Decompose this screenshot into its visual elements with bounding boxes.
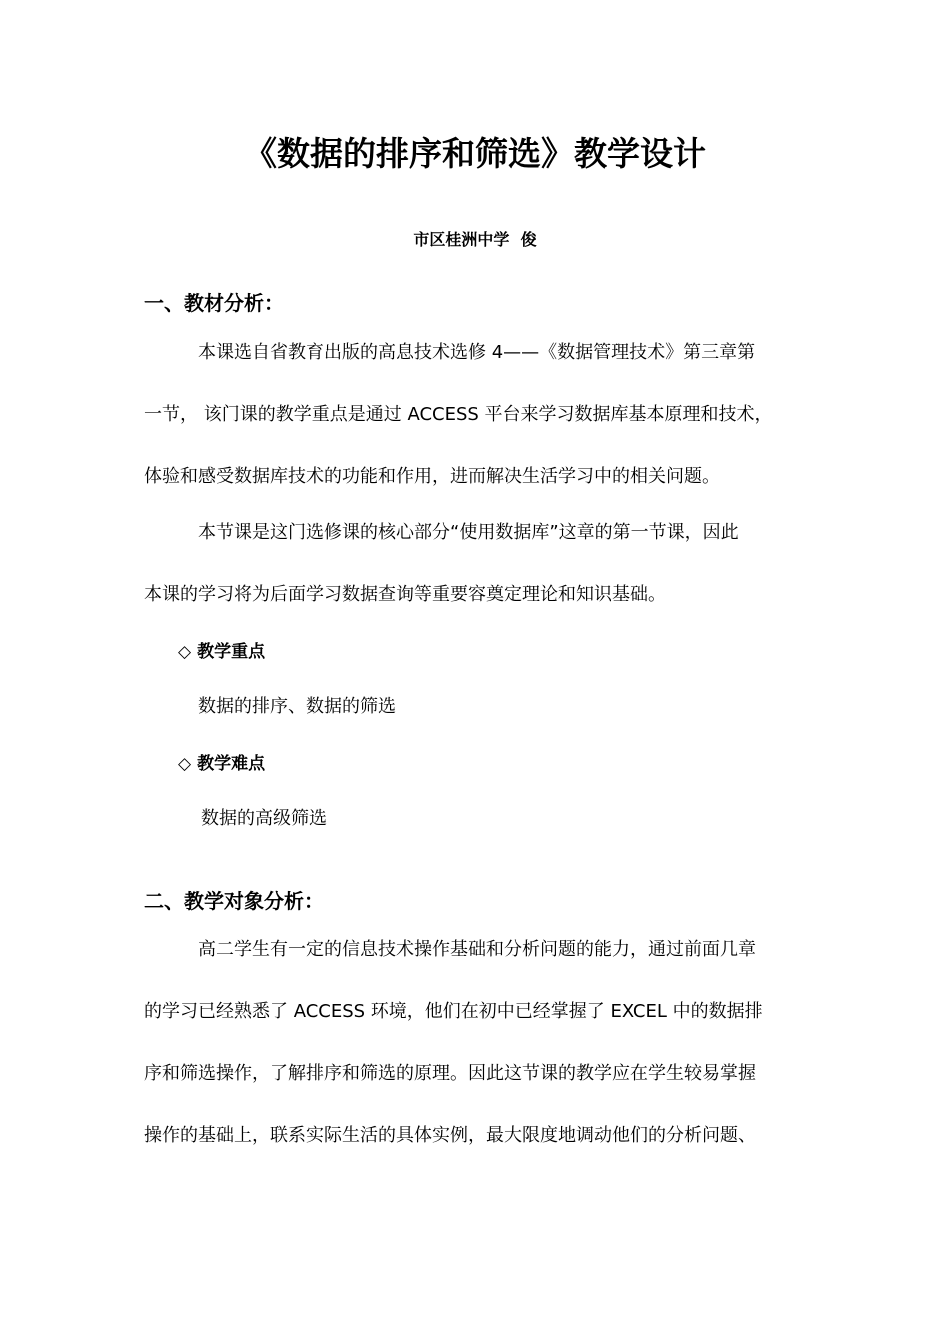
- author-line: 市区桂洲中学 俊: [413, 230, 537, 249]
- key-point-label: 教学重点: [197, 642, 266, 662]
- paragraph-line: 序和筛选操作，了解排序和筛选的原理。因此这节课的教学应在学生较易掌握: [144, 1063, 756, 1084]
- diamond-bullet-icon: ◇: [178, 754, 192, 774]
- paragraph-line: 本课的学习将为后面学习数据查询等重要容奠定理论和知识基础。: [144, 584, 666, 605]
- section-heading-textbook-analysis: 一、教材分析：: [144, 291, 284, 315]
- difficult-point-label: 教学难点: [197, 754, 266, 774]
- paragraph-line: 本节课是这门选修课的核心部分“使用数据库”这章的第一节课，因此: [198, 522, 739, 543]
- document-title: 《数据的排序和筛选》教学设计: [244, 134, 706, 173]
- diamond-bullet-icon: ◇: [178, 642, 192, 662]
- section-heading-student-analysis: 二、教学对象分析：: [144, 889, 324, 913]
- difficult-point-heading: [178, 749, 265, 774]
- paragraph-line: 的学习已经熟悉了 ACCESS 环境，他们在初中已经掌握了 EXCEL 中的数据排: [144, 1001, 763, 1022]
- key-point-content: 数据的排序、数据的筛选: [198, 696, 396, 717]
- paragraph-line: 本课选自省教育出版的高息技术选修 4——《数据管理技术》第三章第: [198, 342, 756, 363]
- paragraph-line: 一节， 该门课的教学重点是通过 ACCESS 平台来学习数据库基本原理和技术，: [144, 404, 773, 425]
- difficult-point-content: 数据的高级筛选: [201, 808, 327, 829]
- key-point-heading: [178, 637, 265, 662]
- paragraph-line: 操作的基础上，联系实际生活的具体实例，最大限度地调动他们的分析问题、: [144, 1125, 756, 1146]
- paragraph-line: 高二学生有一定的信息技术操作基础和分析问题的能力，通过前面几章: [198, 939, 756, 960]
- paragraph-line: 体验和感受数据库技术的功能和作用，进而解决生活学习中的相关问题。: [144, 466, 720, 487]
